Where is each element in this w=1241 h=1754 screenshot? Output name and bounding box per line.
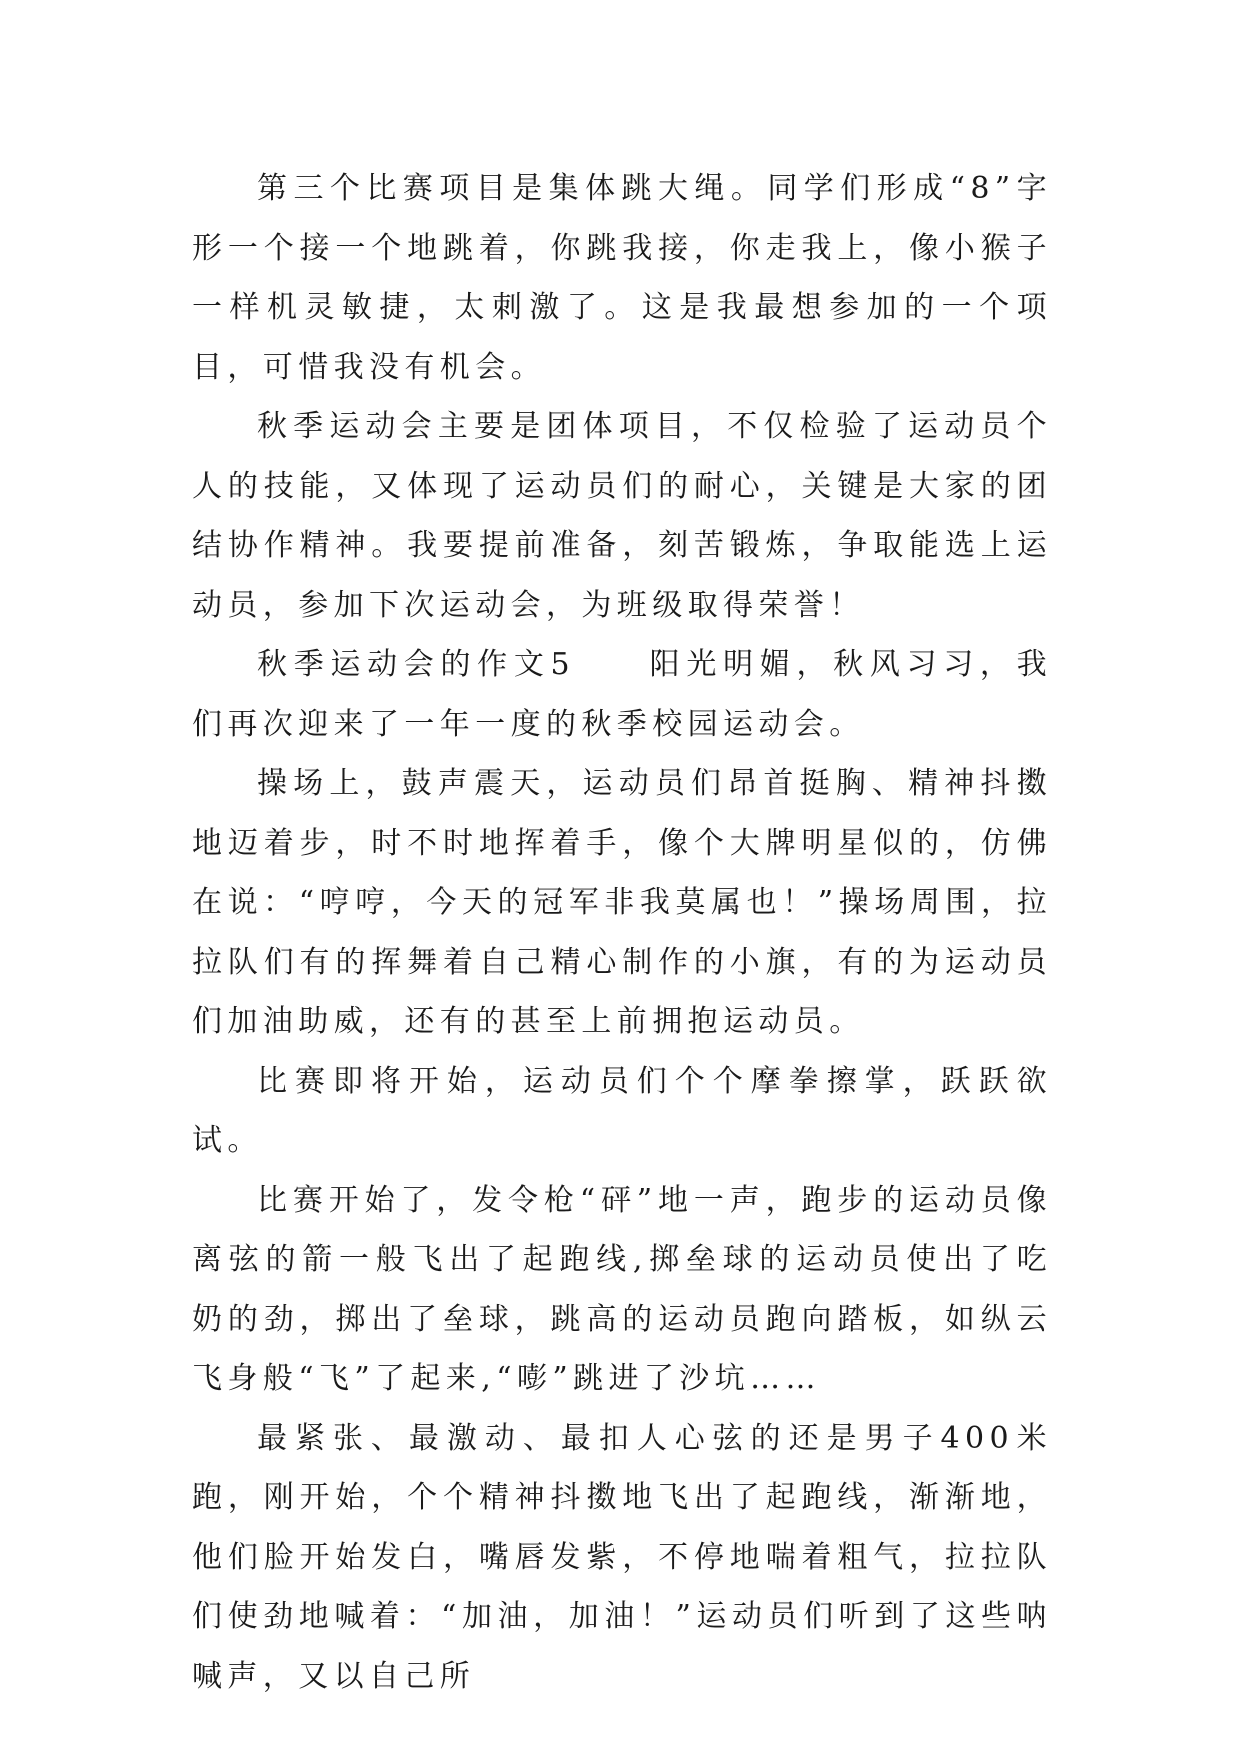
paragraph-rope-jumping: 第三个比赛项目是集体跳大绳。同学们形成“8”字形一个接一个地跳着，你跳我接，你走我上，像小猴子一样机灵敏捷，太刺激了。这是我最想参加的一个项目，可惜我没有机会。 xyxy=(192,171,1052,385)
paragraph-playground: 操场上，鼓声震天，运动员们昂首挺胸、精神抖擞地迈着步，时不时地挥着手，像个大牌明星似的，仿佛在说：“哼哼，今天的冠军非我莫属也！”操场周围，拉拉队们有的挥舞着自己精心制作的小旗，有的为运动员们加油助威，还有的甚至上前拥抱运动员。 xyxy=(192,766,1052,1039)
paragraph-race-started: 比赛开始了，发令枪“砰”地一声，跑步的运动员像离弦的箭一般飞出了起跑线,掷垒球的运动员使出了吃奶的劲，掷出了垒球，跳高的运动员跑向踏板，如纵云飞身般“飞”了起来,“嘭”跳进了沙坑…… xyxy=(192,1182,1052,1396)
paragraph-400m-race: 最紧张、最激动、最扣人心弦的还是男子400米跑，刚开始，个个精神抖擞地飞出了起跑线，渐渐地，他们脸开始发白，嘴唇发紫，不停地喘着粗气，拉拉队们使劲地喊着：“加油，加油！”运动员们听到了这些呐喊声，又以自己所 xyxy=(192,1420,1052,1694)
essay-body xyxy=(192,159,1052,1706)
paragraph-team-spirit: 秋季运动会主要是团体项目，不仅检验了运动员个人的技能，又体现了运动员们的耐心，关键是大家的团结协作精神。我要提前准备，刻苦锻炼，争取能选上运动员，参加下次运动会，为班级取得荣誉！ xyxy=(192,409,1052,623)
paragraph-about-to-start: 比赛即将开始，运动员们个个摩拳擦掌，跃跃欲试。 xyxy=(192,1063,1052,1158)
paragraph-essay-5-opening: 秋季运动会的作文5 阳光明媚，秋风习习，我们再次迎来了一年一度的秋季校园运动会。 xyxy=(192,647,1052,742)
